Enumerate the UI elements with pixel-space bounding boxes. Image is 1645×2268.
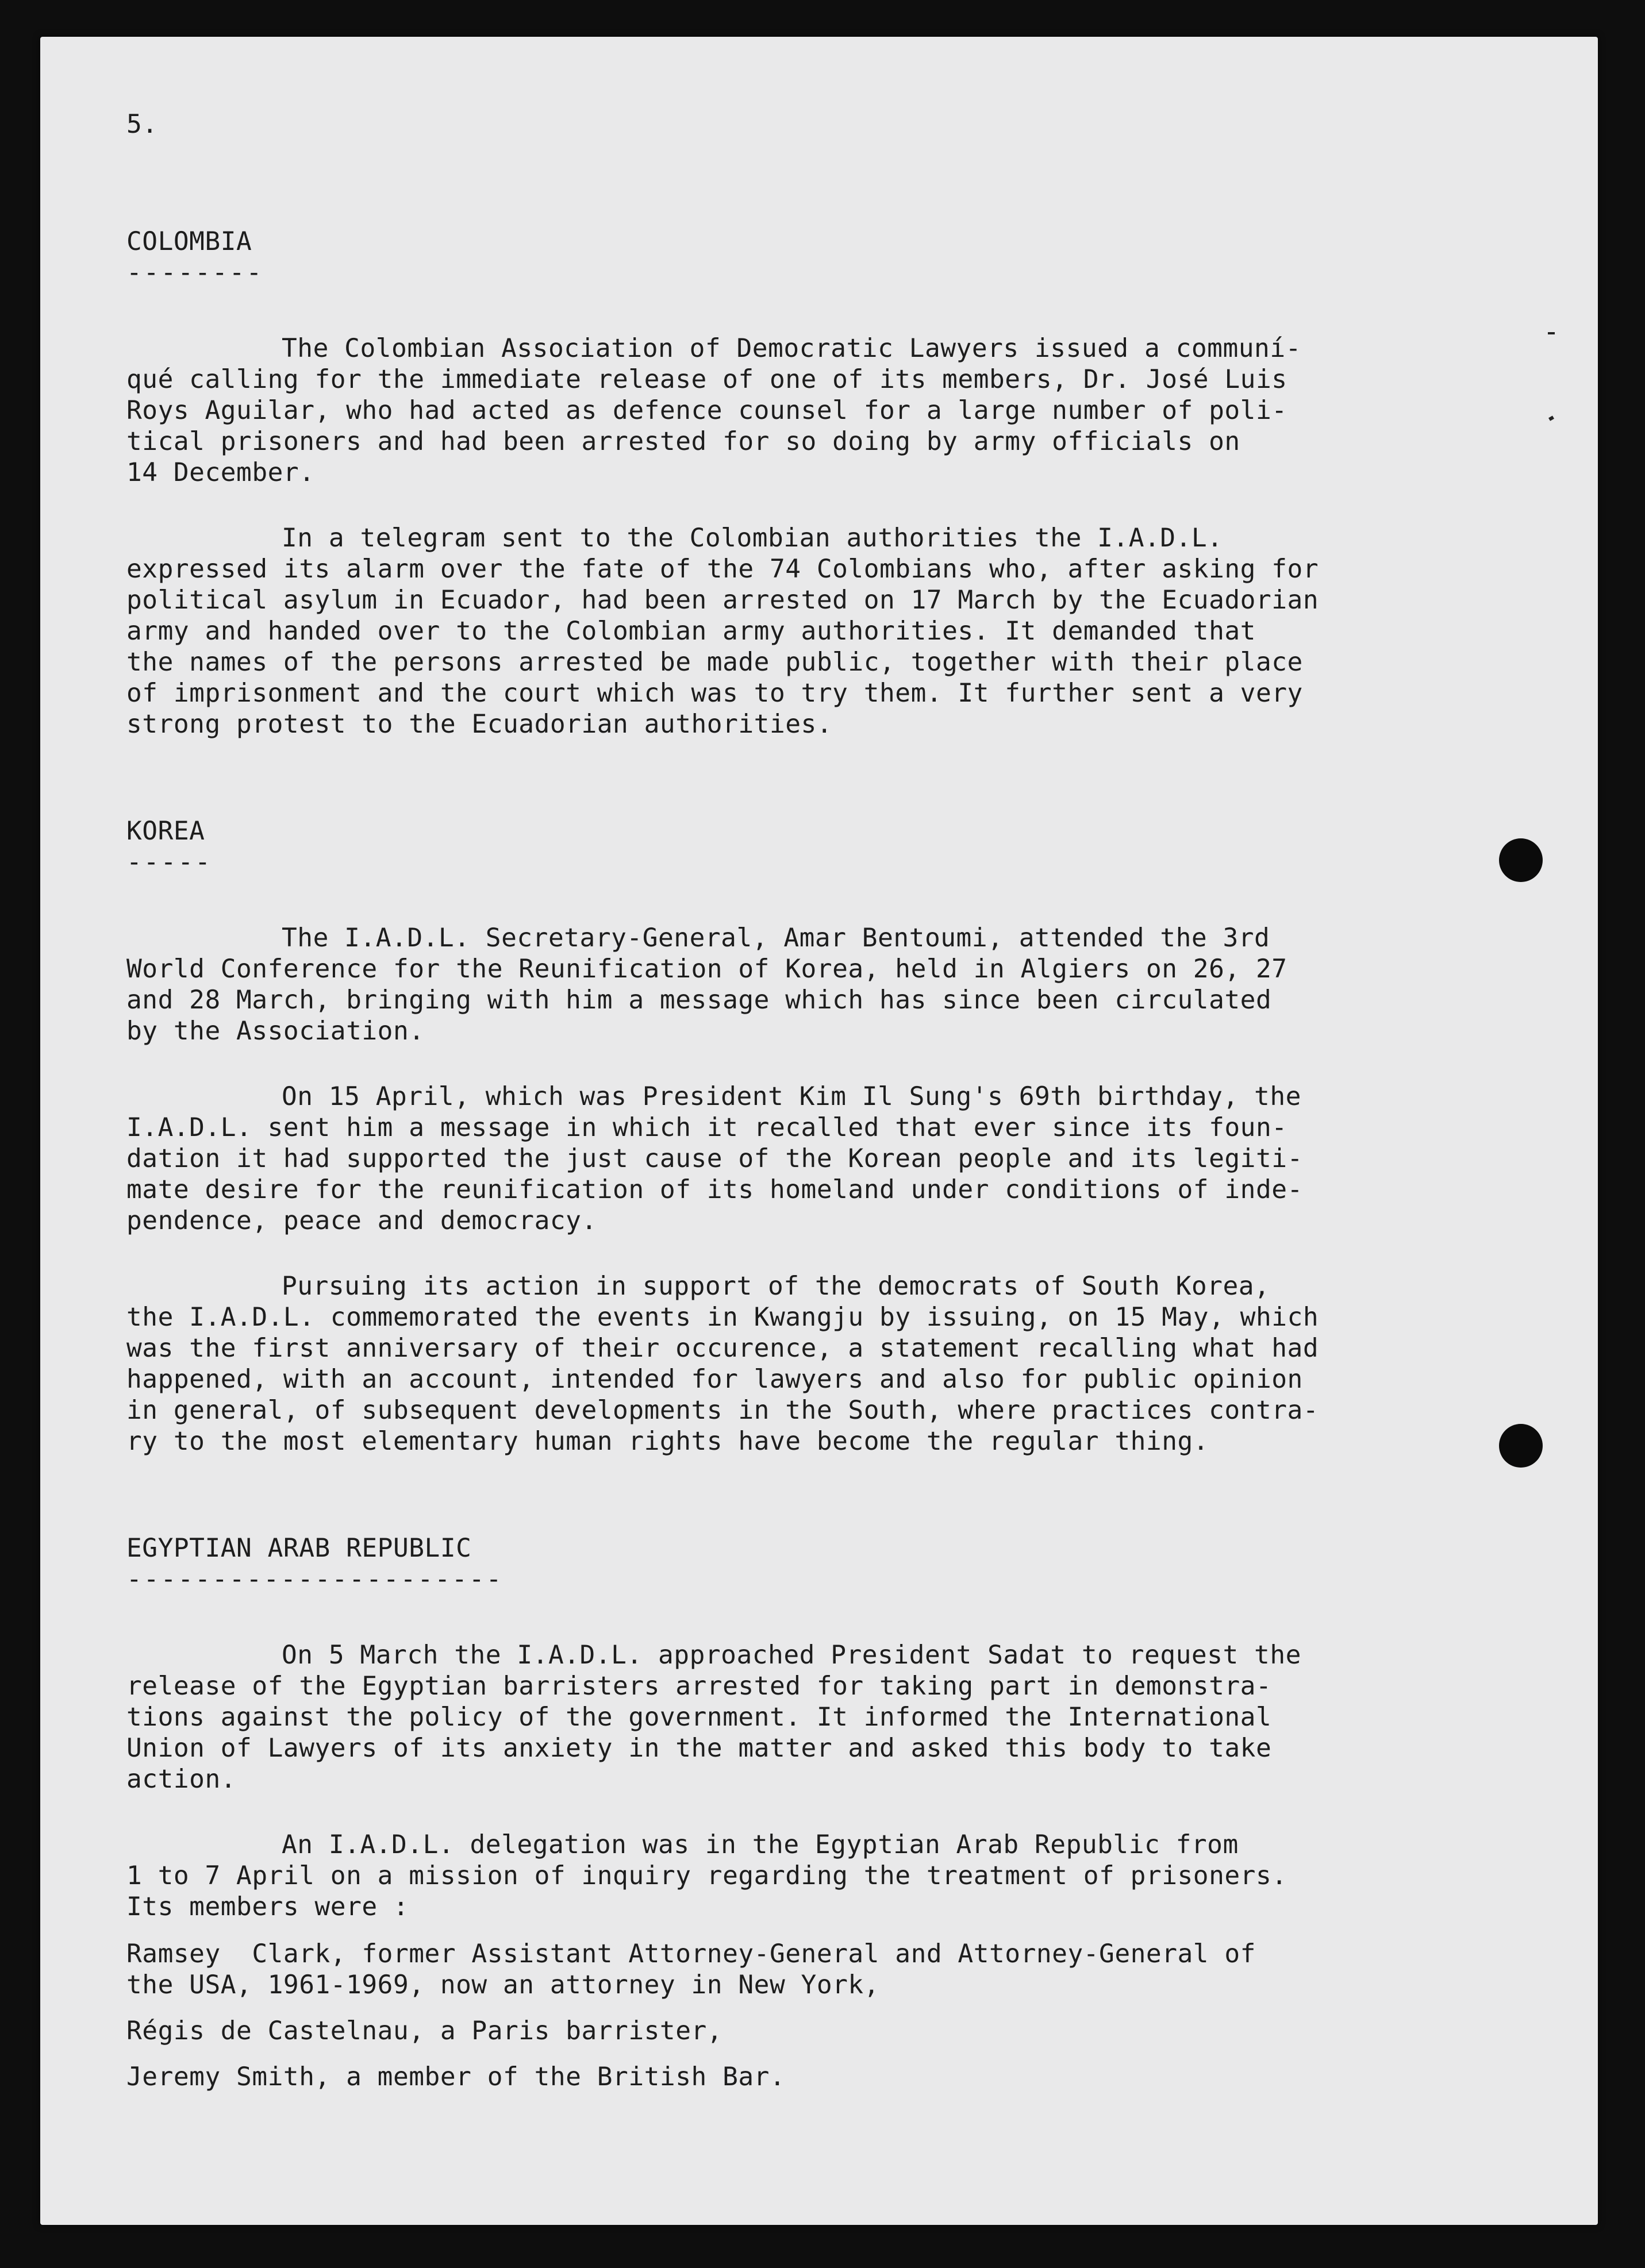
text-line: The Colombian Association of Democratic Lawyers issued a communí- bbox=[282, 334, 1301, 363]
text-line: was the first anniversary of their occurence, a statement recalling what had bbox=[126, 1334, 1319, 1363]
text-line: Roys Aguilar, who had acted as defence counsel for a large number of poli- bbox=[126, 396, 1287, 425]
delegation-member bbox=[126, 2062, 1379, 2093]
paragraph bbox=[126, 1081, 1379, 1237]
text-line: World Conference for the Reunification of Korea, held in Algiers on 26, 27 bbox=[126, 954, 1287, 984]
paragraph bbox=[126, 1830, 1379, 1923]
text-line: tions against the policy of the government. It informed the International bbox=[126, 1703, 1272, 1732]
section-heading-colombia: COLOMBIA bbox=[126, 227, 252, 256]
text-line: in general, of subsequent developments in the South, where practices contra- bbox=[126, 1396, 1319, 1425]
paragraph bbox=[126, 1271, 1379, 1457]
text-line: Jeremy Smith, a member of the British Bar. bbox=[126, 2062, 786, 2092]
section-heading-egypt: EGYPTIAN ARAB REPUBLIC bbox=[126, 1534, 472, 1563]
heading-underline: -------- bbox=[126, 258, 264, 287]
heading-underline: ---------------------- bbox=[126, 1565, 504, 1594]
text-line: mate desire for the reunification of its homeland under conditions of inde- bbox=[126, 1175, 1303, 1204]
text-line: qué calling for the immediate release of one of its members, Dr. José Luis bbox=[126, 365, 1287, 394]
text-line: Ramsey Clark, former Assistant Attorney-General and Attorney-General of bbox=[126, 1939, 1256, 1969]
text-line: Régis de Castelnau, a Paris barrister, bbox=[126, 2016, 723, 2046]
text-line: the I.A.D.L. commemorated the events in Kwangju by issuing, on 15 May, which bbox=[126, 1303, 1319, 1332]
section-spacer bbox=[126, 1492, 1379, 1533]
text-line: An I.A.D.L. delegation was in the Egyptian Arab Republic from bbox=[282, 1830, 1239, 1859]
text-line: the USA, 1961-1969, now an attorney in New York, bbox=[126, 1970, 879, 2000]
text-line: In a telegram sent to the Colombian authorities the I.A.D.L. bbox=[282, 523, 1223, 553]
text-line: expressed its alarm over the fate of the 74 Colombians who, after asking for bbox=[126, 555, 1319, 584]
text-line: and 28 March, bringing with him a message which has since been circulated bbox=[126, 985, 1272, 1015]
text-line: of imprisonment and the court which was to try them. It further sent a very bbox=[126, 679, 1303, 708]
text-line: The I.A.D.L. Secretary-General, Amar Bentoumi, attended the 3rd bbox=[282, 923, 1270, 953]
text-line: action. bbox=[126, 1765, 237, 1794]
page-number: 5. bbox=[126, 110, 158, 139]
text-line: the names of the persons arrested be made public, together with their place bbox=[126, 648, 1303, 677]
text-line: strong protest to the Ecuadorian authorities. bbox=[126, 710, 833, 739]
text-line: political asylum in Ecuador, had been arrested on 17 March by the Ecuadorian bbox=[126, 586, 1319, 615]
text-line: 14 December. bbox=[126, 458, 315, 487]
section-spacer bbox=[126, 775, 1379, 816]
text-line: by the Association. bbox=[126, 1016, 425, 1046]
paragraph bbox=[126, 923, 1379, 1047]
paragraph bbox=[126, 1640, 1379, 1795]
heading-underline: ----- bbox=[126, 848, 212, 877]
text-line: I.A.D.L. sent him a message in which it recalled that ever since its foun- bbox=[126, 1113, 1287, 1142]
paragraph bbox=[126, 333, 1379, 488]
text-line: pendence, peace and democracy. bbox=[126, 1206, 597, 1235]
text-line: ry to the most elementary human rights have become the regular thing. bbox=[126, 1427, 1209, 1456]
text-line: happened, with an account, intended for lawyers and also for public opinion bbox=[126, 1365, 1303, 1394]
text-line: dation it had supported the just cause of the Korean people and its legiti- bbox=[126, 1144, 1303, 1173]
text-line: tical prisoners and had been arrested for so doing by army officials on bbox=[126, 427, 1240, 456]
text-line: army and handed over to the Colombian army authorities. It demanded that bbox=[126, 617, 1256, 646]
delegation-member bbox=[126, 2016, 1379, 2047]
punch-hole-lower bbox=[1499, 1424, 1543, 1468]
section-heading-korea: KOREA bbox=[126, 817, 205, 846]
text-line: Its members were : bbox=[126, 1892, 409, 1922]
text-line: Union of Lawyers of its anxiety in the matter and asked this body to take bbox=[126, 1734, 1272, 1763]
punch-hole-upper bbox=[1499, 838, 1543, 882]
text-line: On 5 March the I.A.D.L. approached President Sadat to request the bbox=[282, 1641, 1301, 1670]
text-line: Pursuing its action in support of the democrats of South Korea, bbox=[282, 1272, 1270, 1301]
paragraph bbox=[126, 523, 1379, 740]
margin-mark bbox=[1548, 415, 1554, 421]
delegation-member bbox=[126, 1939, 1379, 2001]
text-line: 1 to 7 April on a mission of inquiry regarding the treatment of prisoners. bbox=[126, 1861, 1287, 1890]
text-line: On 15 April, which was President Kim Il Sung's 69th birthday, the bbox=[282, 1082, 1301, 1111]
margin-mark bbox=[1548, 332, 1555, 334]
text-line: release of the Egyptian barristers arrested for taking part in demonstra- bbox=[126, 1672, 1272, 1701]
document-body bbox=[126, 109, 1379, 2108]
